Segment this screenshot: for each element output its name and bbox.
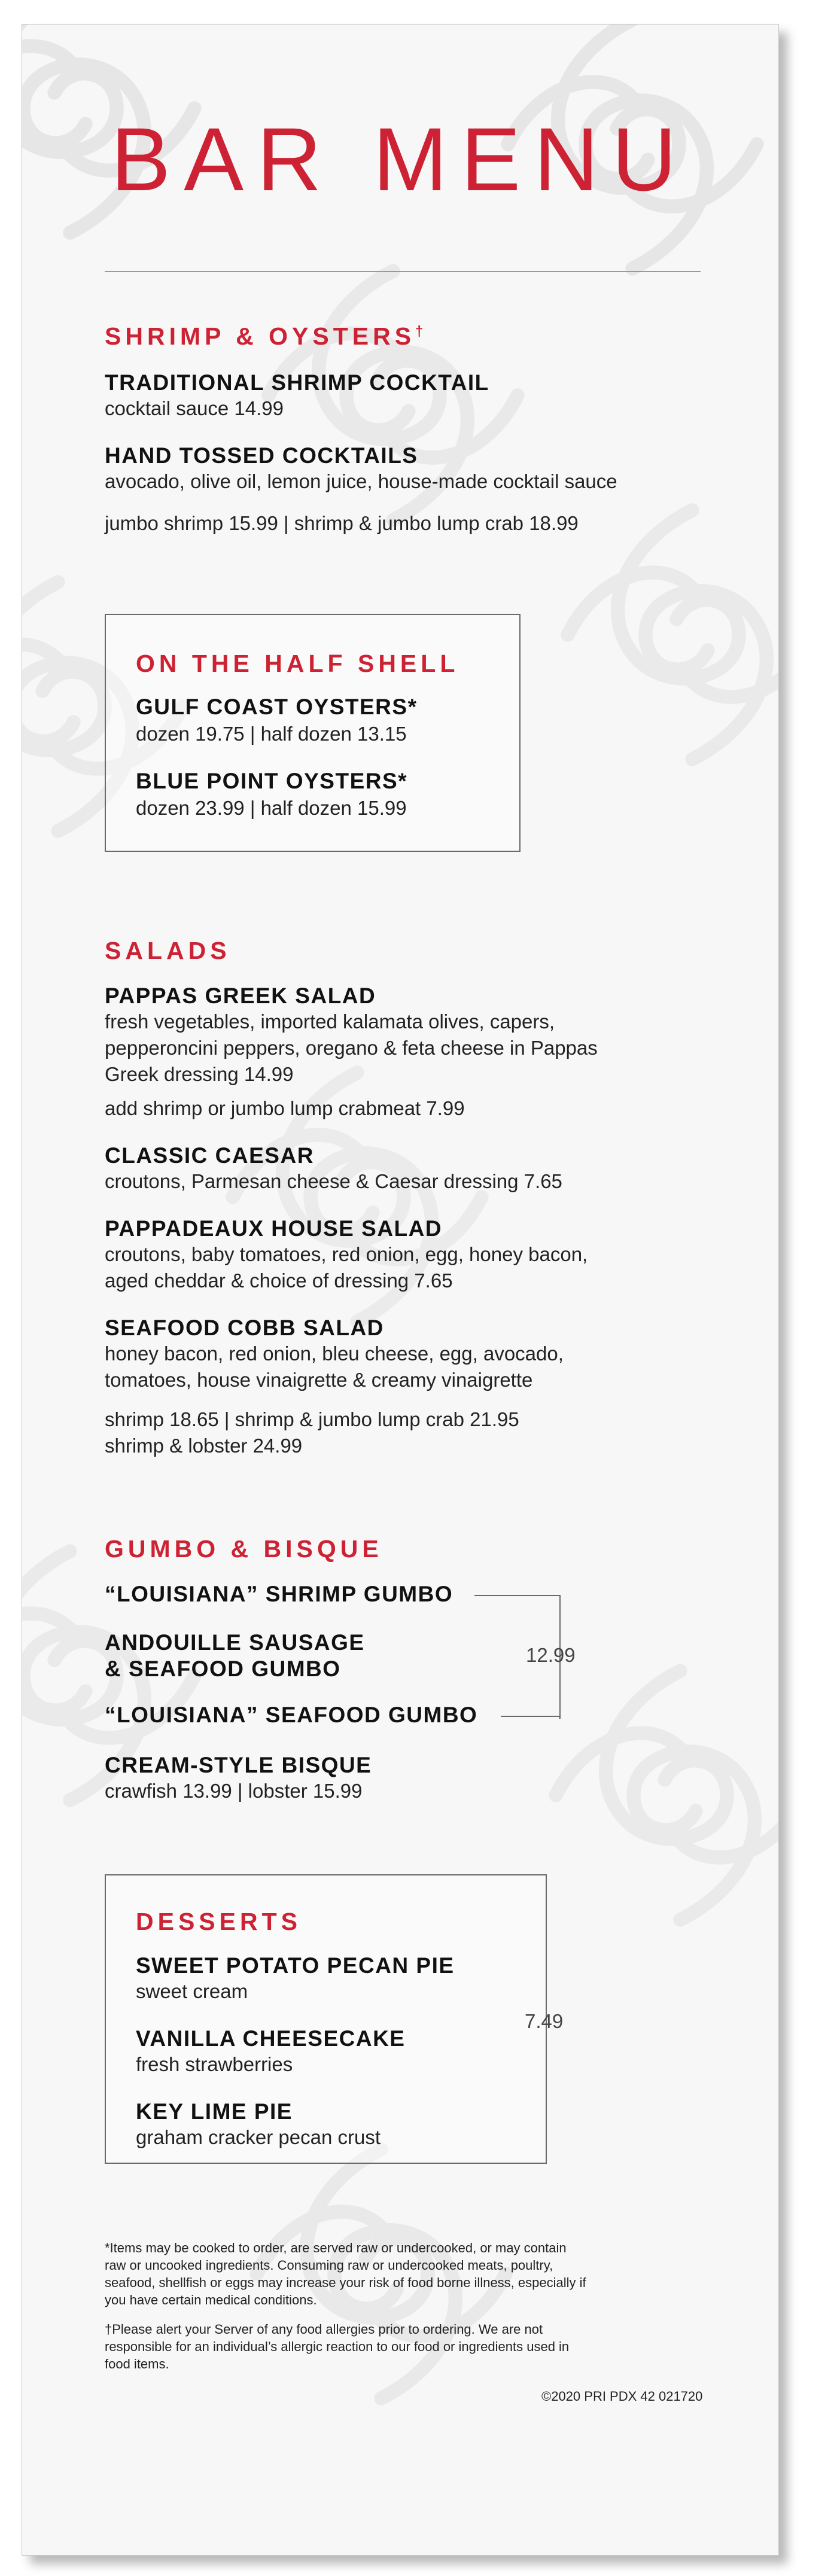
group-price: 12.99 [526, 1644, 576, 1666]
title-divider [105, 271, 701, 272]
item-prices: crawfish 13.99 | lobster 15.99 [105, 1780, 363, 1802]
item-name: GULF COAST OYSTERS* [136, 695, 418, 719]
item-name: HAND TOSSED COCKTAILS [105, 443, 418, 468]
damask-ornament [238, 240, 549, 551]
item-description: avocado, olive oil, lemon juice, house-made cocktail sauce [105, 470, 617, 492]
section-heading-gumbo: GUMBO & BISQUE [105, 1535, 383, 1563]
item-name: SEAFOOD COBB SALAD [105, 1316, 384, 1340]
item-name: CREAM-STYLE BISQUE [105, 1753, 372, 1777]
raw-food-disclaimer: *Items may be cooked to order, are served raw or undercooked, or may contain raw or uncooked ingredients. Consuming raw or undercooked meats, poultry, seafood, shellfish or eggs may increase your risk of food borne illness, especially if you have certain medical conditions. [105, 2240, 586, 2307]
item-name: SWEET POTATO PECAN PIE [136, 1953, 455, 1978]
menu-title: BAR MENU [111, 109, 690, 209]
item-description: fresh vegetables, imported kalamata olives, capers, pepperoncini peppers, oregano & feta cheese in Pappas Greek dressing 14.99 [105, 1010, 598, 1085]
print-code: ©2020 PRI PDX 42 021720 [541, 2389, 703, 2404]
section-heading-shrimp-oysters [105, 322, 427, 351]
item-description: sweet cream [136, 1980, 248, 2002]
group-price: 7.49 [525, 2010, 564, 2032]
item-description: cocktail sauce 14.99 [105, 397, 284, 419]
item-description: graham cracker pecan crust [136, 2126, 381, 2148]
item-name: VANILLA CHEESECAKE [136, 2026, 406, 2051]
item-description: croutons, Parmesan cheese & Caesar dressing 7.65 [105, 1170, 562, 1192]
item-name: PAPPADEAUX HOUSE SALAD [105, 1216, 443, 1241]
item-prices: shrimp 18.65 | shrimp & jumbo lump crab 21.95 shrimp & lobster 24.99 [105, 1408, 519, 1457]
item-name: “LOUISIANA” SEAFOOD GUMBO [105, 1703, 478, 1727]
menu-page [22, 24, 779, 2556]
section-heading-half-shell: ON THE HALF SHELL [136, 650, 459, 677]
bracket-line [501, 1716, 559, 1717]
item-prices: dozen 19.75 | half dozen 13.15 [136, 723, 407, 745]
damask-ornament [525, 1640, 779, 1951]
damask-ornament [202, 1042, 513, 1353]
item-prices: dozen 23.99 | half dozen 15.99 [136, 797, 407, 819]
item-prices: jumbo shrimp 15.99 | shrimp & jumbo lump crab 18.99 [105, 512, 579, 534]
heading-text: SHRIMP & OYSTERS [105, 322, 416, 350]
allergy-mark: † [415, 323, 428, 340]
item-addon: add shrimp or jumbo lump crabmeat 7.99 [105, 1097, 465, 1119]
item-name: PAPPAS GREEK SALAD [105, 983, 376, 1008]
item-name: ANDOUILLE SAUSAGE & SEAFOOD GUMBO [105, 1630, 365, 1681]
item-name: TRADITIONAL SHRIMP COCKTAIL [105, 370, 489, 395]
section-heading-salads: SALADS [105, 937, 231, 964]
item-name: CLASSIC CAESAR [105, 1143, 314, 1168]
item-description: honey bacon, red onion, bleu cheese, egg, avocado, tomatoes, house vinaigrette & creamy vinaigrette [105, 1342, 564, 1391]
item-description: fresh strawberries [136, 2053, 293, 2075]
item-name: KEY LIME PIE [136, 2099, 293, 2124]
item-name: BLUE POINT OYSTERS* [136, 769, 408, 793]
bracket-line [474, 1595, 559, 1596]
section-heading-desserts: DESSERTS [136, 1908, 302, 1935]
item-name: “LOUISIANA” SHRIMP GUMBO [105, 1582, 453, 1606]
allergy-disclaimer: †Please alert your Server of any food allergies prior to ordering. We are not responsible for an individual’s allergic reaction to our food or ingredients used in food items. [105, 2322, 570, 2371]
item-description: croutons, baby tomatoes, red onion, egg, honey bacon, aged cheddar & choice of dressing 7.65 [105, 1243, 588, 1292]
